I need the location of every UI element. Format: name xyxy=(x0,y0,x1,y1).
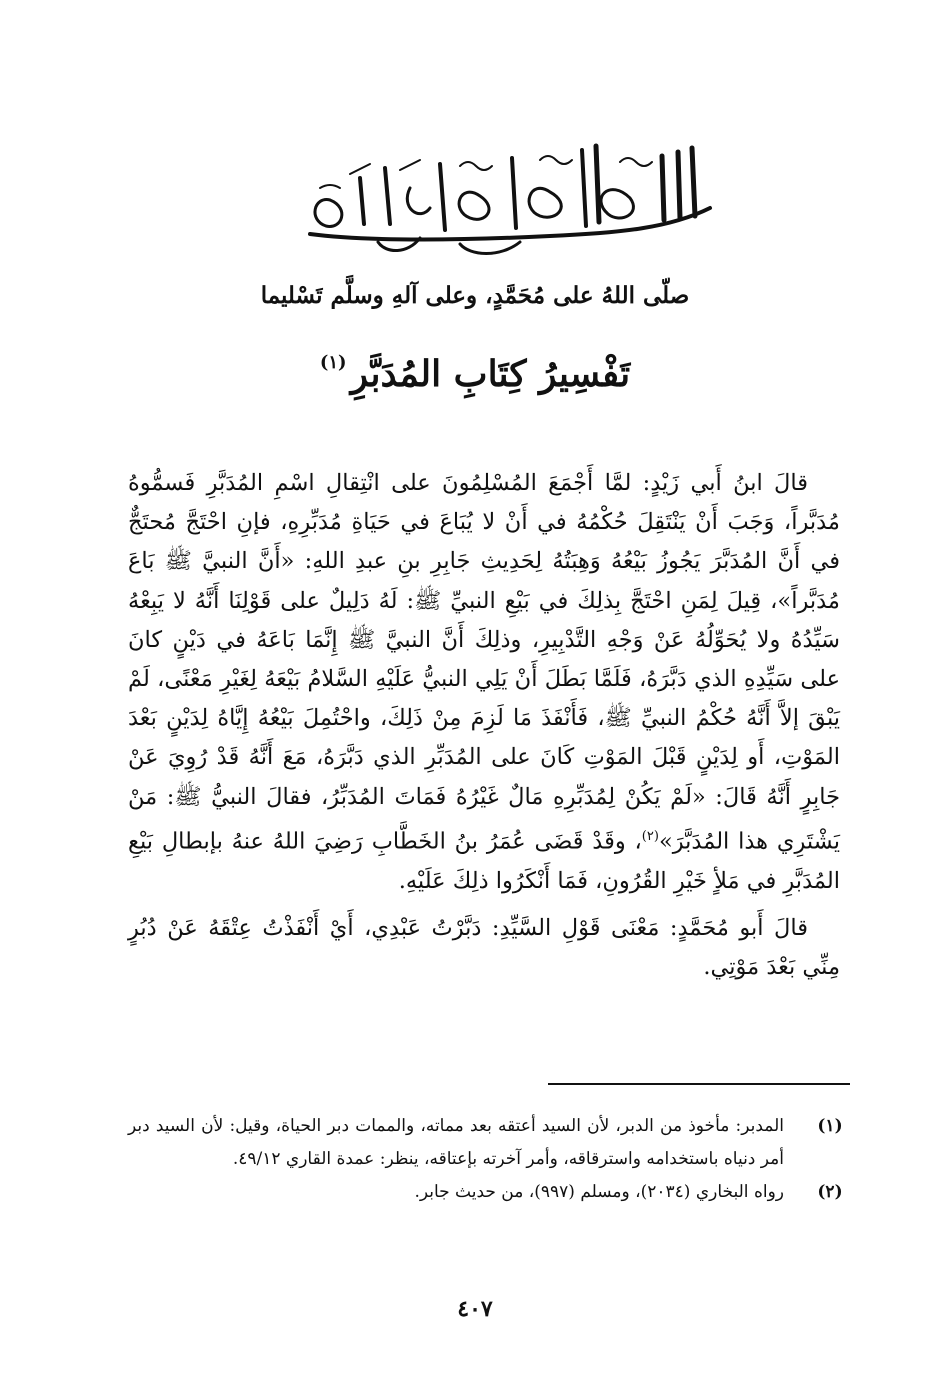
salawat-line: صلّى اللهُ على مُحَمَّدٍ، وعلى آلهِ وسلَّم تَسْليما xyxy=(260,282,690,309)
footnote-text: رواه البخاري (٢٠٣٤)، ومسلم (٩٩٧)، من حديث جابر. xyxy=(414,1182,784,1202)
text-segment: قالَ ابنُ أَبي زَيْدٍ: لمَّا أَجْمَعَ المُسْلِمُونَ على انْتِقالِ اسْمِ المُدَبَّرِ فَسمُّوهُ مُدَبَّراً، وَجَبَ أَنْ يَنْتَقِلَ حُكْمُهُ في أَنْ لا يُبَاعَ في حَيَاةِ مُدَبِّرِهِ، فإنِ احْتَجَّ مُحتَجٌّ في أَنَّ المُدَبَّرَ يَجُوزُ بَيْعُهُ وَهِبَتُهُ لِحَدِيثِ جَابِرِ بنِ عبدِ اللهِ: «أَنَّ النبيَّ ﷺ بَاعَ مُدَبَّراً»، قِيلَ لِمَنِ احْتَجَّ بِذلِكَ في بَيْعِ النبيِّ ﷺ: لَهُ دَلِيلٌ على قَوْلِنَا أَنَّهُ لا يَبِعْهُ سَيِّدُهُ ولا يُحَوِّلُهُ عَنْ وَجْهِ التَّدْبِيرِ، وذلِكَ أَنَّ النبيَّ ﷺ إِنَّمَا بَاعَهُ في دَيْنٍ كانَ على سَيِّدِهِ الذي دَبَّرَهُ، فَلَمَّا بَطَلَ أَنْ يَلِي النبيُّ عَلَيْهِ السَّلامُ بَيْعَهُ لِغَيْرِ مَعْنًى، لَمْ يَبْقَ إلاَّ أَنَّهُ حُكْمُ النبيِّ ﷺ، فَأَنْفَذَ مَا لَزِمَ مِنْ ذَلِكَ، واحْتُمِلَ بَيْعُهُ إِيَّاهُ لِدَيْنٍ بَعْدَ المَوْتِ، أَو لِدَيْنٍ قَبْلَ المَوْتِ كَانَ على المُدَبِّرِ الذي دَبَّرَهُ، مَعَ أَنَّهُ قَدْ رُوِيَ عَنْ جَابِرٍ أَنَّهُ قَالَ: «لَمْ يَكُنْ لِمُدَبِّرِهِ مَالٌ غَيْرُهُ فَمَاتَ المُدَبِّرُ، فقالَ النبيُّ ﷺ: مَنْ يَشْتَرِي هذا المُدَبَّرَ» xyxy=(128,470,840,855)
footnote-ref-2: (٢) xyxy=(641,828,659,844)
chapter-title xyxy=(150,352,800,395)
text-segment: قالَ أَبو مُحَمَّدٍ: مَعْنَى قَوْلِ السَّيِّدِ: دَبَّرْتُ عَبْدِي، أَيْ أَنْفَذْتُ عِتْقَهُ عَنْ دُبُرٍ مِنِّي بَعْدَ مَوْتِي. xyxy=(128,914,840,980)
paragraph-2 xyxy=(128,909,840,987)
main-text xyxy=(128,464,840,987)
page-number: ٤٠٧ xyxy=(457,1296,493,1322)
footnote-number: (٢) xyxy=(817,1182,843,1202)
chapter-title-text: تَفْسِيرُ كِتَابِ المُدَبَّرِ xyxy=(350,353,631,395)
footnote-1 xyxy=(128,1110,850,1176)
footnote-number: (١) xyxy=(817,1116,843,1136)
footnote-separator xyxy=(548,1083,850,1085)
basmala-calligraphy xyxy=(290,138,730,263)
title-footnote-ref: (١) xyxy=(319,352,347,373)
footnotes xyxy=(128,1110,850,1209)
footnote-text: المدبر: مأخوذ من الدبر، لأن السيد أعتقه بعد مماته، والممات دبر الحياة، وقيل: لأن السيد دبر أمر دنياه باستخدامه واسترقاقه، وأمر آخرته بإعتاقه، ينظر: عمدة القاري ٤٩/١٢. xyxy=(128,1116,784,1169)
footnote-2 xyxy=(128,1176,850,1209)
text-segment: ، وقَدْ قَضَى عُمَرُ بنُ الخَطَّابِ رَضِيَ اللهُ عنهُ بإبطالِ بَيْعِ المُدَبَّرِ في مَلأٍ خَيْرِ القُرُونِ، فَمَا أَنْكَرُوا ذلِكَ عَلَيْهِ. xyxy=(128,828,840,894)
paragraph-1 xyxy=(128,464,840,901)
